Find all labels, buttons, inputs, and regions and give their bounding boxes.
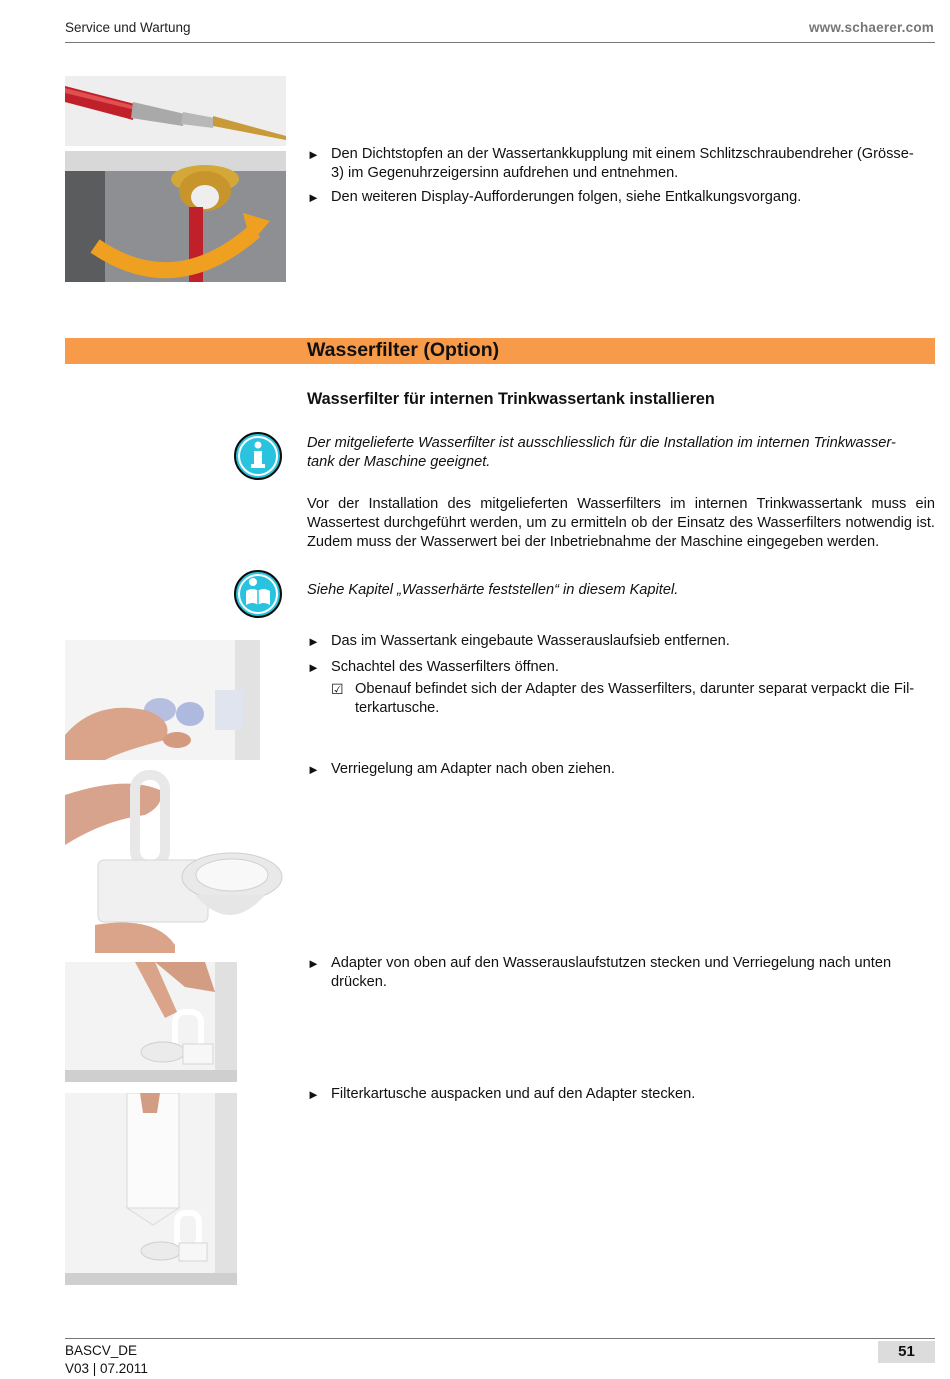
- intro-paragraph: Vor der Installation des mitgelieferten Wasserfilters im internen Trinkwassertank muss ein Wassertest durchgeführt werden, um zu ermitteln ob der Einsatz des Wasserfilters notwendig ist. Zudem muss der Wasserwert bei der Inbetriebnahme der Maschine eingegeben werden.: [307, 496, 935, 550]
- header-website[interactable]: www.schaerer.com: [808, 20, 934, 35]
- arrow-icon: ►: [307, 190, 320, 205]
- adapter-lock-photo: [65, 765, 286, 953]
- step-remove-sieve-text: Das im Wassertank eingebaute Wasserauslaufsieb entfernen.: [331, 633, 730, 649]
- screwdriver-photo: [65, 76, 286, 146]
- filter-cartridge-photo: [65, 1093, 237, 1285]
- arrow-icon: ►: [307, 762, 320, 777]
- intro-step-1-line-2: 3) im Gegenuhrzeigersinn aufdrehen und entnehmen.: [331, 165, 679, 181]
- coupling-photo: [65, 151, 286, 282]
- intro-step-2: [307, 188, 801, 207]
- reference-note: Siehe Kapitel „Wasserhärte feststellen“ in diesem Kapitel.: [307, 582, 679, 598]
- arrow-icon: ►: [307, 147, 320, 162]
- step-mount-adapter-line-1: Adapter von oben auf den Wasserauslaufstutzen stecken und Verriegelung nach unten: [331, 955, 892, 971]
- footer-doc-code: BASCV_DE: [65, 1343, 138, 1358]
- arrow-icon: ►: [307, 956, 320, 971]
- page-number: 51: [878, 1341, 935, 1363]
- section-title: Wasserfilter (Option): [307, 339, 500, 361]
- step-pull-lock-text: Verriegelung am Adapter nach oben ziehen.: [331, 761, 615, 777]
- section-bar: [65, 338, 935, 364]
- step-remove-sieve: [307, 632, 730, 651]
- subsection-title: Wasserfilter für internen Trinkwassertank installieren: [307, 390, 715, 408]
- step-open-box-text: Schachtel des Wasserfilters öffnen.: [331, 659, 559, 675]
- adapter-mount-photo: [65, 962, 237, 1082]
- header-rule: [65, 42, 935, 43]
- step-mount-adapter: [307, 954, 891, 992]
- result-line-1: Obenauf befindet sich der Adapter des Wasserfilters, darunter separat verpackt die Fil-: [355, 681, 915, 697]
- arrow-icon: ►: [307, 660, 320, 675]
- arrow-icon: ►: [307, 1087, 320, 1102]
- footer-rule: [65, 1338, 935, 1339]
- checkbox-checked-icon: ☑: [331, 681, 344, 697]
- step-open-box-result: [331, 680, 914, 718]
- sieve-removal-photo: [65, 640, 260, 760]
- header-section-title: Service und Wartung: [65, 20, 191, 35]
- result-line-2: terkartusche.: [355, 700, 440, 716]
- step-install-cartridge-text: Filterkartusche auspacken und auf den Adapter stecken.: [331, 1086, 696, 1102]
- footer-version: V03 | 07.2011: [65, 1361, 148, 1376]
- arrow-icon: ►: [307, 634, 320, 649]
- info-icon: [233, 431, 283, 481]
- step-install-cartridge: [307, 1085, 695, 1104]
- step-pull-lock: [307, 760, 615, 779]
- info-note-line-1: Der mitgelieferte Wasserfilter ist ausschliesslich für die Installation im internen Trinkwasser-: [307, 435, 896, 451]
- step-mount-adapter-line-2: drücken.: [331, 974, 387, 990]
- intro-step-1-line-1: Den Dichtstopfen an der Wassertankkupplung mit einem Schlitzschraubendreher (Grösse-: [331, 146, 914, 162]
- info-note: [307, 434, 935, 472]
- intro-step-2-text: Den weiteren Display-Aufforderungen folgen, siehe Entkalkungsvorgang.: [331, 189, 802, 205]
- manual-reference-icon: [233, 569, 283, 619]
- intro-step-1: [307, 145, 914, 183]
- step-open-box: [307, 658, 559, 677]
- info-note-line-2: tank der Maschine geeignet.: [307, 454, 491, 470]
